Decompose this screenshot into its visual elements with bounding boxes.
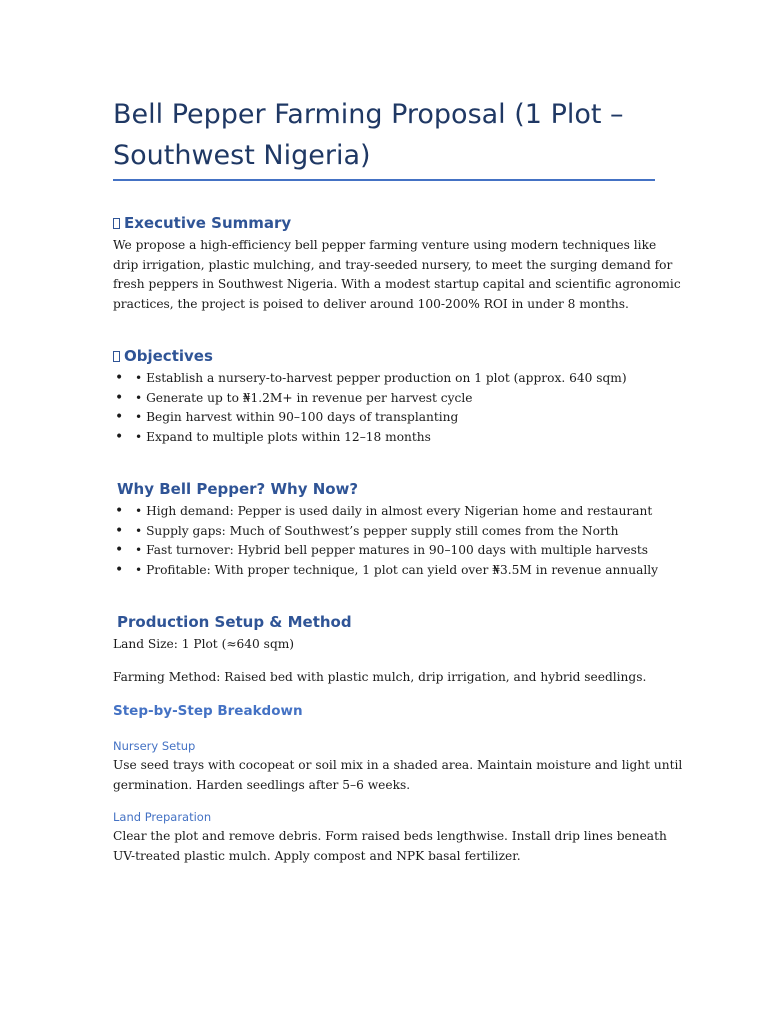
bullet-icon: • [115, 409, 124, 425]
bullet-icon: • [115, 503, 124, 519]
nursery-setup-heading: Nursery Setup [113, 739, 196, 753]
list-item: • • Fast turnover: Hybrid bell pepper matures in 90–100 days with multiple harvests [113, 541, 658, 561]
list-item: • • Generate up to ₦1.2M+ in revenue per harvest cycle [113, 389, 627, 409]
land-size-text: Land Size: 1 Plot (≈640 sqm) [113, 637, 295, 651]
why-now-heading: Why Bell Pepper? Why Now? [117, 480, 359, 498]
list-item: • • Supply gaps: Much of Southwest’s pepper supply still comes from the North [113, 522, 658, 542]
bullet-icon: • [115, 389, 124, 406]
placeholder-glyph-icon [113, 218, 120, 229]
list-item: • • Profitable: With proper technique, 1 plot can yield over ₦3.5M in revenue annually [113, 561, 658, 581]
bullet-icon: • [115, 542, 124, 558]
list-item: • • High demand: Pepper is used daily in almost every Nigerian home and restaurant [113, 502, 658, 522]
executive-summary-heading-text: Executive Summary [124, 214, 292, 232]
objectives-heading-text: Objectives [124, 347, 213, 365]
paragraph-line: drip irrigation, plastic mulching, and tray-seeded nursery, to meet the surging demand for [113, 257, 673, 272]
title-divider [113, 179, 655, 181]
placeholder-glyph-icon [113, 351, 120, 362]
land-preparation-paragraph [113, 827, 667, 866]
objectives-list [113, 369, 627, 447]
land-preparation-heading: Land Preparation [113, 810, 212, 824]
list-item: • • Expand to multiple plots within 12–18 months [113, 428, 627, 448]
paragraph-line: practices, the project is poised to deliver around 100-200% ROI in under 8 months. [113, 296, 629, 311]
bullet-icon: • [115, 522, 124, 539]
bullet-icon: • [115, 561, 124, 578]
breakdown-heading: Step-by-Step Breakdown [113, 703, 303, 719]
paragraph-line: Clear the plot and remove debris. Form raised beds lengthwise. Install drip lines beneath [113, 829, 667, 843]
nursery-setup-paragraph [113, 756, 683, 795]
executive-summary-paragraph [113, 236, 681, 314]
why-now-list [113, 502, 658, 580]
paragraph-line: We propose a high-efficiency bell pepper farming venture using modern techniques like [113, 238, 657, 252]
farming-method-text: Farming Method: Raised bed with plastic mulch, drip irrigation, and hybrid seedlings. [113, 670, 647, 684]
document-title: Bell Pepper Farming Proposal (1 Plot – Southwest Nigeria) [113, 99, 624, 171]
list-item: • • Establish a nursery-to-harvest pepper production on 1 plot (approx. 640 sqm) [113, 369, 627, 389]
paragraph-line: UV-treated plastic mulch. Apply compost and NPK basal fertilizer. [113, 848, 521, 863]
bullet-icon: • [115, 428, 124, 445]
executive-summary-heading [113, 213, 291, 233]
bullet-icon: • [115, 370, 124, 386]
paragraph-line: Use seed trays with cocopeat or soil mix in a shaded area. Maintain moisture and light until [113, 758, 683, 772]
paragraph-line: germination. Harden seedlings after 5–6 weeks. [113, 777, 411, 792]
paragraph-line: fresh peppers in Southwest Nigeria. With a modest startup capital and scientific agronomic [113, 277, 681, 291]
objectives-heading [113, 346, 213, 366]
production-heading: Production Setup & Method [117, 613, 352, 631]
list-item: • • Begin harvest within 90–100 days of transplanting [113, 408, 627, 428]
